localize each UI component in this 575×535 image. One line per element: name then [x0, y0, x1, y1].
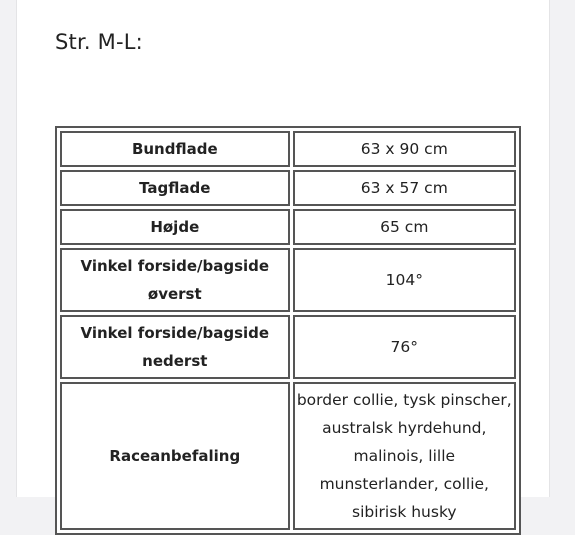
- row-label: Vinkel forside/bagside øverst: [60, 248, 290, 312]
- specifications-table: [55, 126, 521, 535]
- table-row: [60, 315, 516, 379]
- row-label: Højde: [60, 209, 290, 245]
- table-row: [60, 209, 516, 245]
- row-label: Vinkel forside/bagside nederst: [60, 315, 290, 379]
- row-value: 76°: [293, 315, 516, 379]
- table-row: [60, 170, 516, 206]
- content-panel: [16, 0, 550, 521]
- table-row: [60, 382, 516, 530]
- row-value: 65 cm: [293, 209, 516, 245]
- row-value: border collie, tysk pinscher, australsk hyrdehund, malinois, lille munsterlander, collie, sibirisk husky: [293, 382, 516, 530]
- row-label: Tagflade: [60, 170, 290, 206]
- section-heading: Str. M-L:: [55, 30, 143, 54]
- table-row: [60, 131, 516, 167]
- row-label: Raceanbefaling: [60, 382, 290, 530]
- row-value: 63 x 90 cm: [293, 131, 516, 167]
- row-value: 63 x 57 cm: [293, 170, 516, 206]
- table-row: [60, 248, 516, 312]
- row-label: Bundflade: [60, 131, 290, 167]
- row-value: 104°: [293, 248, 516, 312]
